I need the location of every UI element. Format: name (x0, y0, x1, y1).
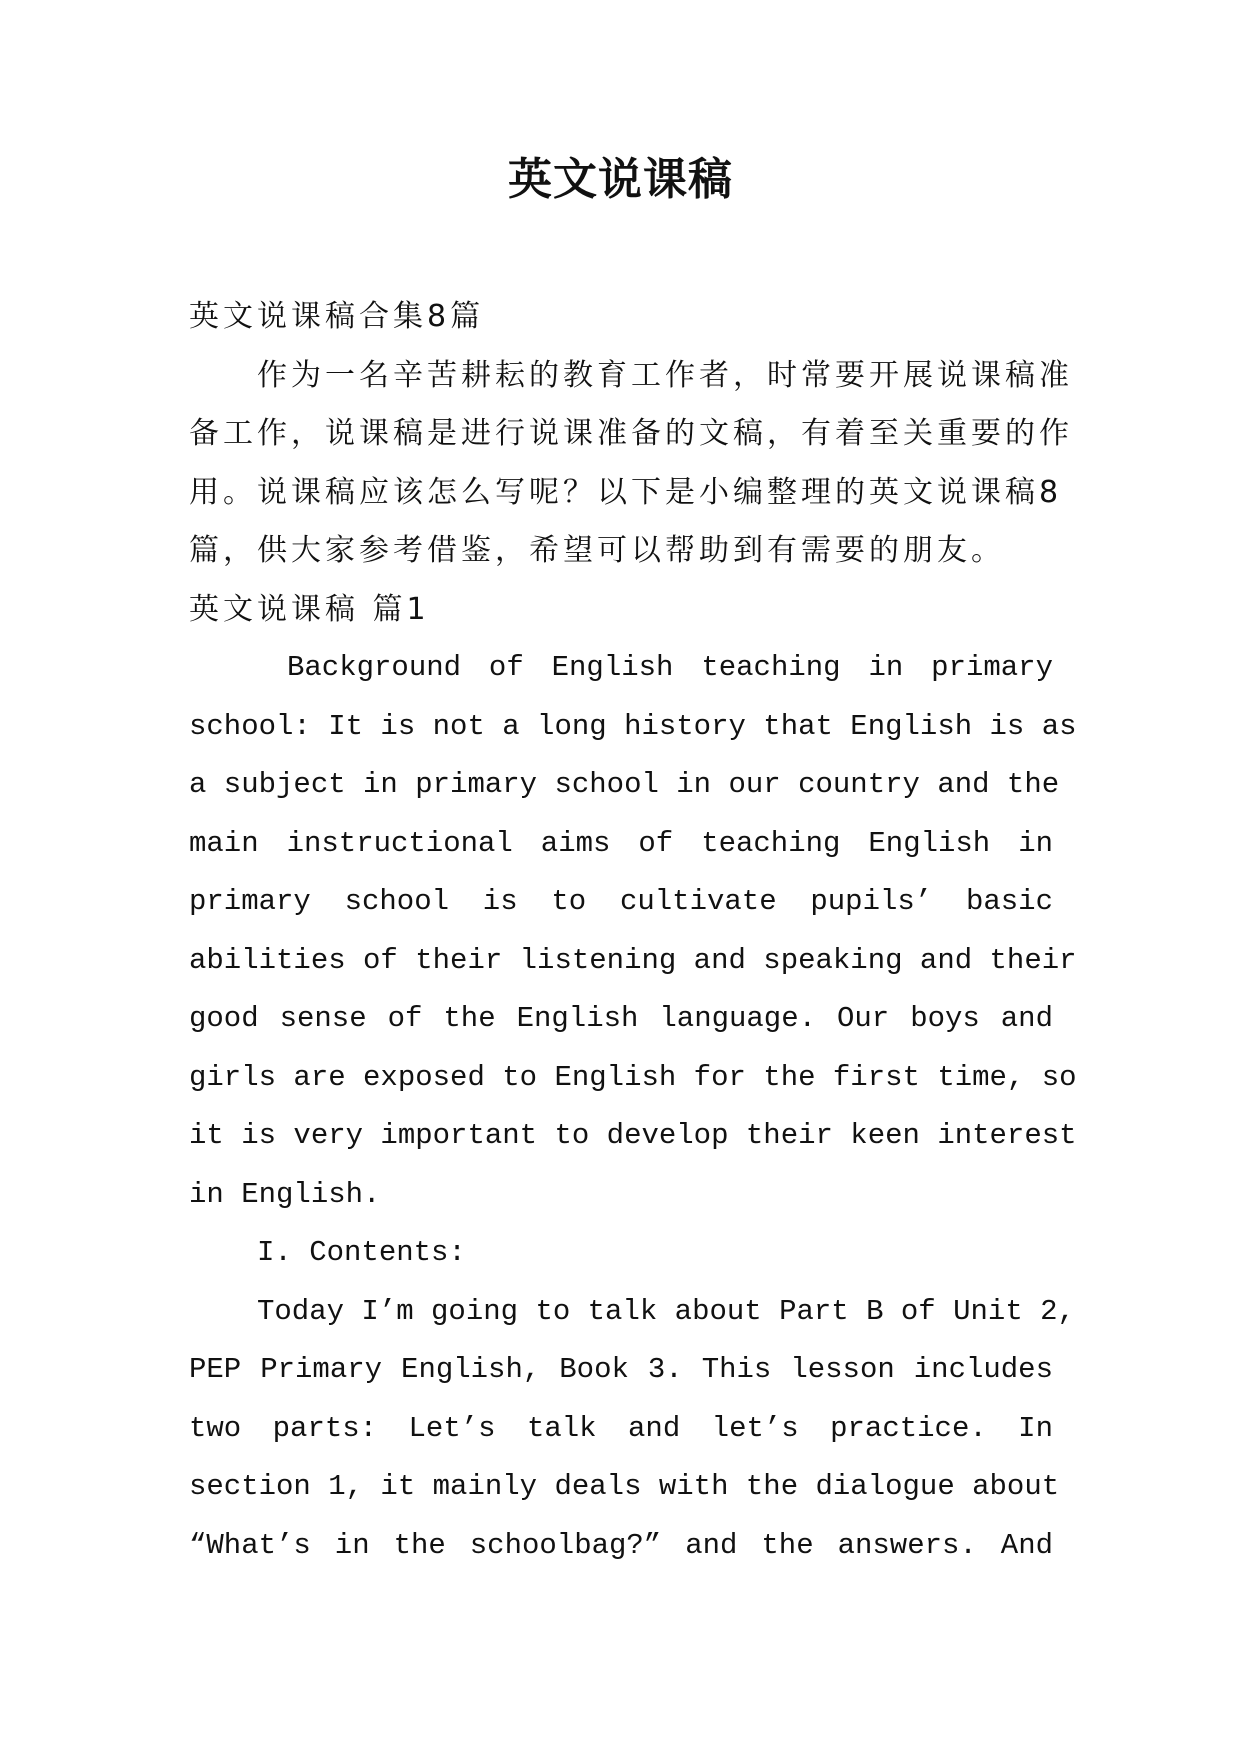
paragraph-line: “What’s in the schoolbag?” and the answers. And (189, 1528, 1053, 1562)
paragraph-line: section 1, it mainly deals with the dialogue about (189, 1470, 1060, 1503)
section-heading: 英文说课稿 篇1 (189, 591, 430, 627)
paragraph-line: main instructional aims of teaching English in (189, 826, 1053, 860)
paragraph-line: PEP Primary English, Book 3. This lesson includes (189, 1353, 1053, 1386)
paragraph-line: girls are exposed to English for the first time, so (189, 1060, 1077, 1094)
paragraph-line: primary school is to cultivate pupils’ basic (189, 885, 1053, 918)
intro-line: 作为一名辛苦耕耘的教育工作者，时常要开展说课稿准 (257, 357, 1073, 393)
paragraph-line: school: It is not a long history that English is as (189, 709, 1077, 743)
paragraph-line: a subject in primary school in our country and the (189, 768, 1060, 801)
paragraph-line: in English. (189, 1177, 381, 1211)
contents-heading: I. Contents: (257, 1236, 466, 1269)
paragraph-line: two parts: Let’s talk and let’s practice. In (189, 1411, 1053, 1445)
document-body (189, 288, 1077, 1575)
paragraph-line: Today I’m going to talk about Part B of Unit 2, (257, 1294, 1075, 1328)
paragraph-line: Background of English teaching in primary (287, 651, 1053, 684)
intro-line: 备工作，说课稿是进行说课准备的文稿，有着至关重要的作 (189, 416, 1073, 451)
paragraph-line: abilities of their listening and speaking and their (189, 943, 1077, 977)
intro-line: 用。说课稿应该怎么写呢？以下是小编整理的英文说课稿8 (189, 474, 1063, 510)
collection-heading: 英文说课稿合集8篇 (189, 299, 485, 334)
intro-line: 篇，供大家参考借鉴，希望可以帮助到有需要的朋友。 (189, 533, 1005, 568)
document-title: 英文说课稿 (508, 154, 733, 205)
paragraph-line: it is very important to develop their keen interest (189, 1119, 1077, 1152)
paragraph-line: good sense of the English language. Our boys and (189, 1002, 1053, 1035)
